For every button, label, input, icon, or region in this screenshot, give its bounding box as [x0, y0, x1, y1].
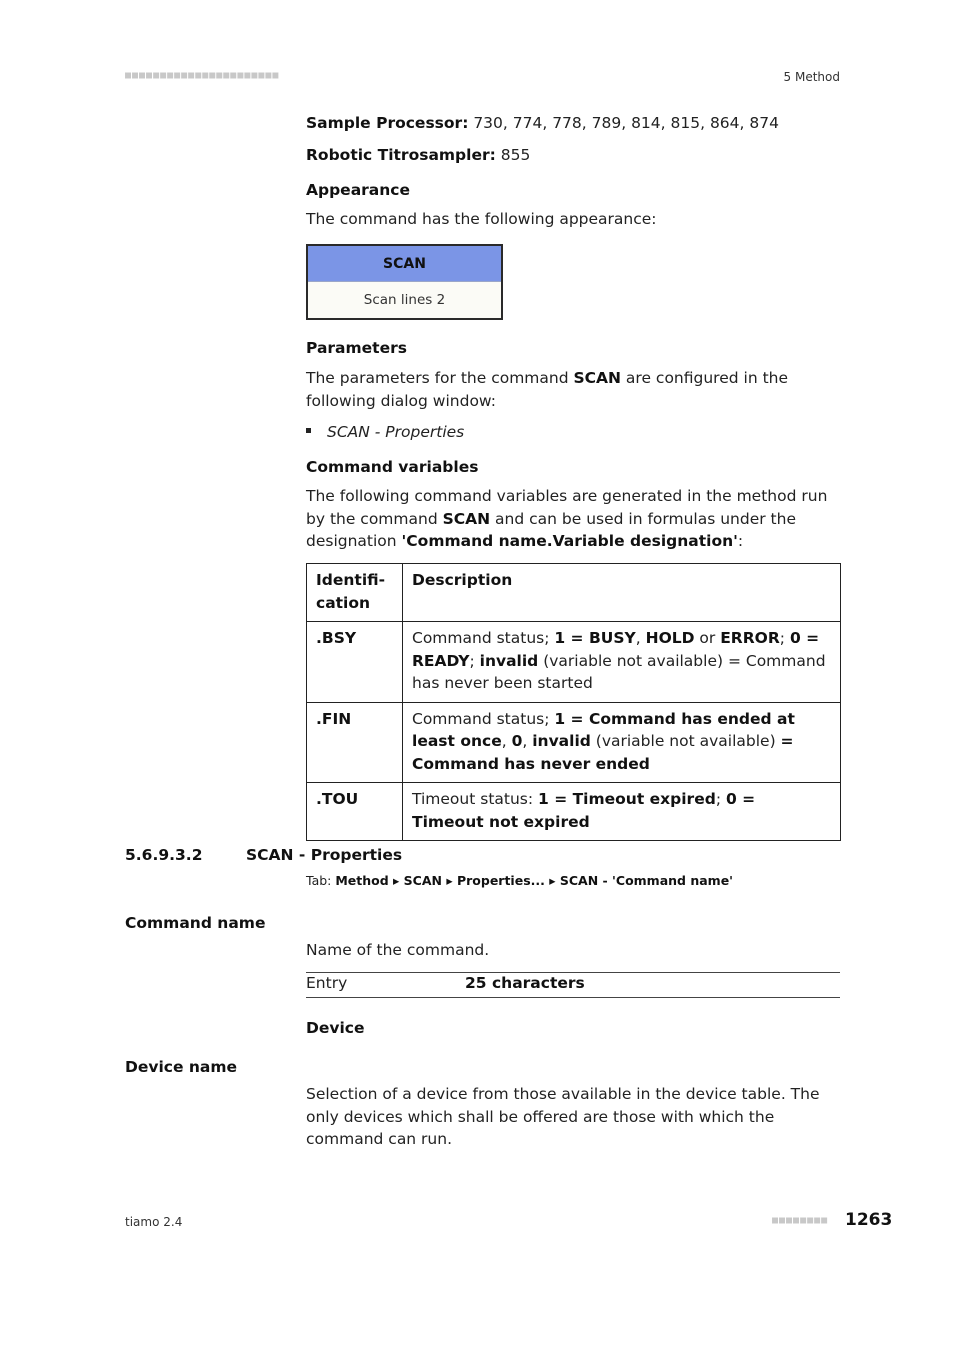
footer-product: tiamo 2.4	[125, 1215, 183, 1229]
parameters-bullet-item	[306, 421, 840, 444]
cv-text-1: The following command variables are generated in the method run by the command	[306, 487, 828, 528]
header-decoration: ■■■■■■■■■■■■■■■■■■■■■■	[125, 70, 280, 81]
table-cell-id: .FIN	[307, 702, 403, 783]
table-cell-description: Timeout status: 1 = Timeout expired; 0 = Timeout not expired	[403, 783, 841, 841]
table-header-row	[307, 564, 841, 622]
entry-row	[306, 972, 840, 998]
cv-text-cmd: SCAN	[442, 509, 491, 528]
robotic-titrosampler-label: Robotic Titrosampler:	[306, 146, 496, 164]
table-header-description: Description	[403, 564, 841, 622]
device-name-text: Selection of a device from those available in the device table. The only devices which shall be offered are those with which the command can run.	[306, 1085, 820, 1148]
command-variables-text	[306, 485, 840, 553]
section-title: SCAN - Properties	[246, 846, 403, 864]
robotic-titrosampler-value: 855	[495, 146, 531, 164]
bullet-square-icon	[306, 428, 311, 433]
table-cell-description: Command status; 1 = BUSY, HOLD or ERROR; 0 = READY; invalid (variable not available) = Command has never been started	[403, 622, 841, 703]
sample-processor-label: Sample Processor:	[306, 114, 469, 132]
table-cell-id: .BSY	[307, 622, 403, 703]
entry-key: Entry	[306, 974, 348, 992]
command-variables-table	[306, 563, 841, 841]
scan-command-subtitle: Scan lines 2	[308, 282, 501, 318]
parameters-heading: Parameters	[306, 339, 407, 357]
page-number: 1263	[845, 1210, 893, 1230]
parameters-text	[306, 367, 840, 412]
command-variables-heading: Command variables	[306, 458, 479, 476]
tab-path	[306, 873, 733, 888]
footer-decoration: ■■■■■■■■	[772, 1215, 829, 1226]
entry-value: 25 characters	[465, 974, 585, 992]
section-number: 5.6.9.3.2	[125, 846, 203, 864]
scan-command-title: SCAN	[308, 246, 501, 282]
tab-path-value: Method ▸ SCAN ▸ Properties... ▸ SCAN - 'Command name'	[335, 873, 733, 888]
scan-properties-link[interactable]: SCAN - Properties	[327, 423, 465, 441]
tab-label: Tab:	[306, 873, 336, 888]
table-row	[307, 783, 841, 841]
parameters-text-cmd: SCAN	[573, 369, 621, 387]
command-name-text: Name of the command.	[306, 941, 490, 959]
command-name-label: Command name	[125, 914, 266, 932]
sample-processor-line	[306, 112, 840, 135]
sample-processor-value: 730, 774, 778, 789, 814, 815, 864, 874	[468, 114, 779, 132]
appearance-heading: Appearance	[306, 181, 410, 199]
cv-text-2: and can be used in formulas under the designation	[306, 509, 796, 550]
robotic-titrosampler-line	[306, 144, 840, 167]
table-row	[307, 622, 841, 703]
cv-designation: 'Command name.Variable designation'	[401, 532, 738, 550]
scan-command-box	[306, 244, 503, 320]
device-name-label: Device name	[125, 1058, 238, 1076]
appearance-text: The command has the following appearance:	[306, 210, 657, 228]
parameters-text-pre: The parameters for the command	[306, 369, 574, 387]
table-row	[307, 702, 841, 783]
header-chapter: 5 Method	[783, 70, 840, 84]
device-heading: Device	[306, 1019, 365, 1037]
parameters-text-post: are configured in the following dialog window:	[306, 369, 789, 410]
table-cell-description: Command status; 1 = Command has ended at least once, 0, invalid (variable not available) = Command has never ended	[403, 702, 841, 783]
table-header-identification: Identifi- cation	[307, 564, 403, 622]
table-cell-id: .TOU	[307, 783, 403, 841]
cv-text-3: :	[737, 532, 744, 550]
